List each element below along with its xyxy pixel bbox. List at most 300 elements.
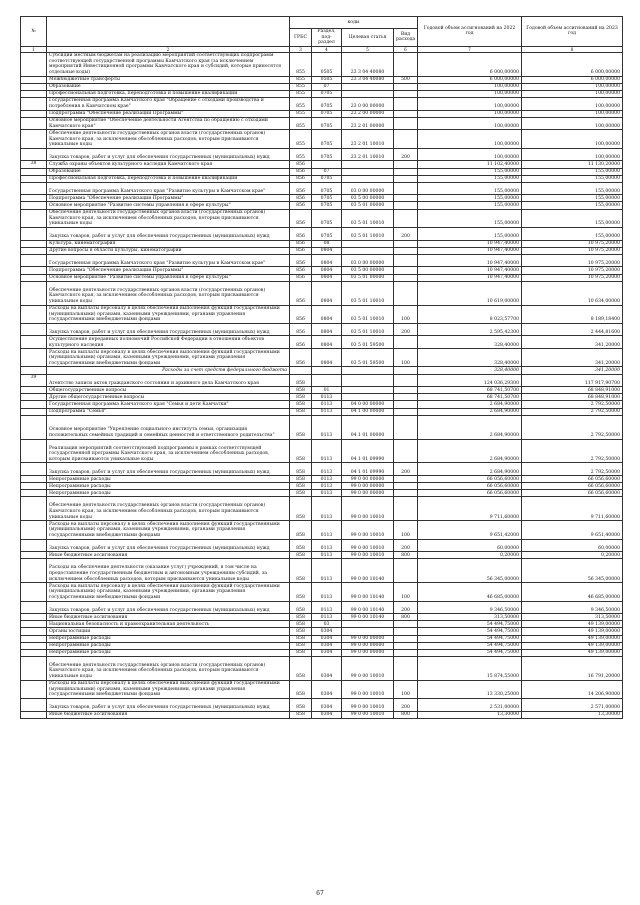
row-grbs: 856 <box>290 267 312 274</box>
row-num <box>21 227 47 240</box>
row-amount-2023: 155,00000 <box>522 168 623 175</box>
colnum: 5 <box>342 46 394 52</box>
row-target: 99 0 00 10140 <box>342 559 394 583</box>
row-section: 03 <box>312 621 342 628</box>
row-amount-2022: 68 741,50700 <box>418 394 522 401</box>
row-num <box>21 367 47 374</box>
row-amount-2022: 124 036,29300 <box>418 374 522 387</box>
row-name: Расходы на выплаты персоналу в целях обеспечения выполнения функций государственными (муниципальными) органами, казенными учреждениями, органами управления государственными внебюджетными фондами <box>47 680 290 698</box>
row-name: Закупка товаров, работ и услуг для обеспечения государственных (муниципальных) нужд <box>47 539 290 552</box>
row-section: 08 <box>312 240 342 247</box>
row-name: Национальная безопасность и правоохранительная деятельность <box>47 621 290 628</box>
row-amount-2022: 66 056,60000 <box>418 483 522 490</box>
row-amount-2023: 155,00000 <box>522 227 623 240</box>
row-grbs: 856 <box>290 227 312 240</box>
row-target: 03 5 01 00000 <box>342 274 394 281</box>
row-amount-2022: 6 000,00000 <box>418 52 522 76</box>
row-target: 99 0 00 10010 <box>342 711 394 718</box>
row-target <box>342 394 394 401</box>
row-target <box>342 387 394 394</box>
table-row <box>21 601 623 614</box>
row-section: 0505 <box>312 52 342 76</box>
row-name: Расходы на выплаты персоналу в целях обеспечения выполнения функций государственными (муниципальными) органами, казенными учреждениями, органами управления государственными внебюджетными фондами <box>47 583 290 601</box>
table-row <box>21 521 623 539</box>
table-row <box>21 209 623 227</box>
row-type <box>394 439 418 463</box>
row-grbs: 856 <box>290 240 312 247</box>
row-name: Обеспечение деятельности государственных органов власти (государственных органов) Камчатского края, за исключением обособленных расходов, которым присваиваются уникальные коды <box>47 656 290 680</box>
row-name: Культура, кинематография <box>47 240 290 247</box>
row-section: 0804 <box>312 254 342 267</box>
row-target: 23 0 00 00000 <box>342 97 394 110</box>
table-row <box>21 240 623 247</box>
table-row <box>21 490 623 497</box>
row-target: 23 3 04 40080 <box>342 52 394 76</box>
row-target <box>342 175 394 182</box>
row-name: Непрограммные расходы <box>47 649 290 656</box>
row-grbs: 855 <box>290 76 312 83</box>
row-type <box>394 161 418 168</box>
row-grbs: 855 <box>290 117 312 130</box>
row-name: Обеспечение деятельности государственных органов власти (государственных органов) Камчатского края, за исключением обособленных расходов, которым присваиваются уникальные коды <box>47 209 290 227</box>
row-num <box>21 182 47 195</box>
row-target: 99 0 00 00000 <box>342 649 394 656</box>
budget-table-page <box>20 16 622 719</box>
row-grbs: 858 <box>290 497 312 521</box>
row-target: 04 1 00 00000 <box>342 408 394 415</box>
row-grbs: 858 <box>290 628 312 635</box>
row-amount-2023: 313,50000 <box>522 614 623 621</box>
row-name: Иные бюджетные ассигнования <box>47 552 290 559</box>
row-grbs: 858 <box>290 521 312 539</box>
row-target: 03 0 00 00000 <box>342 182 394 195</box>
row-num <box>21 408 47 415</box>
table-row <box>21 374 623 387</box>
row-num: 39 <box>21 374 47 387</box>
row-name: Субсидии местным бюджетам на реализацию мероприятий соответствующих подпрограмм соответствующей государственной программы Камчатского края (за исключением мероприятий Инвестиционной программы Камчатского края и субсидий, которые приносятся отдельные коды) <box>47 52 290 76</box>
row-target: 04 1 01 09990 <box>342 439 394 463</box>
row-num <box>21 240 47 247</box>
row-amount-2023: 11 130,20000 <box>522 161 623 168</box>
row-amount-2023: 2 792,50000 <box>522 439 623 463</box>
row-name: Закупка товаров, работ и услуг для обеспечения государственных (муниципальных) нужд <box>47 463 290 476</box>
row-num <box>21 110 47 117</box>
row-amount-2023: 2 792,50000 <box>522 408 623 415</box>
table-row <box>21 394 623 401</box>
table-row <box>21 148 623 161</box>
row-grbs: 858 <box>290 601 312 614</box>
row-num <box>21 680 47 698</box>
colnum: 7 <box>418 46 522 52</box>
row-target: 99 0 00 10010 <box>342 680 394 698</box>
row-type <box>394 254 418 267</box>
row-name: Непрограммные расходы <box>47 483 290 490</box>
row-type <box>394 168 418 175</box>
row-grbs: 858 <box>290 656 312 680</box>
row-type <box>394 401 418 408</box>
row-name: Расходы на выплаты персоналу в целях обеспечения выполнения функций государственными (муниципальными) органами, казенными учреждениями, органами управления государственными внебюджетными фондами <box>47 521 290 539</box>
row-name: Закупка товаров, работ и услуг для обеспечения государственных (муниципальных) нужд <box>47 698 290 711</box>
row-amount-2022: 10 947,40000 <box>418 274 522 281</box>
table-row <box>21 117 623 130</box>
row-amount-2023: 49 139,00000 <box>522 628 623 635</box>
table-row <box>21 175 623 182</box>
table-row <box>21 401 623 408</box>
row-amount-2022: 9 651,42000 <box>418 521 522 539</box>
row-name: Непрограммные расходы <box>47 490 290 497</box>
row-name: Непрограммные расходы <box>47 476 290 483</box>
row-type <box>394 656 418 680</box>
row-num <box>21 281 47 305</box>
row-amount-2023: 8 189,18400 <box>522 305 623 323</box>
row-amount-2023: 341,20000 <box>522 336 623 349</box>
row-amount-2023: 56 345,00000 <box>522 559 623 583</box>
row-amount-2022: 155,00000 <box>418 168 522 175</box>
row-type: 500 <box>394 76 418 83</box>
table-row <box>21 497 623 521</box>
row-grbs: 858 <box>290 680 312 698</box>
row-target: 23 2 01 10010 <box>342 130 394 148</box>
row-section: 0113 <box>312 614 342 621</box>
row-amount-2022: 11 102,40000 <box>418 161 522 168</box>
row-name: Непрограммные расходы <box>47 635 290 642</box>
row-grbs: 858 <box>290 394 312 401</box>
table-body <box>21 52 623 718</box>
row-type: 800 <box>394 614 418 621</box>
row-section: 0113 <box>312 601 342 614</box>
row-name: Основное мероприятие "Обеспечение деятельности Агентства по обращению с отходами Камчатского края" <box>47 117 290 130</box>
table-row <box>21 583 623 601</box>
row-amount-2023: 46 685,00000 <box>522 583 623 601</box>
row-type <box>394 394 418 401</box>
row-type <box>394 175 418 182</box>
row-grbs: 856 <box>290 254 312 267</box>
row-amount-2022: 54 494,75000 <box>418 642 522 649</box>
row-target: 99 0 00 00000 <box>342 490 394 497</box>
row-target: 03 5 01 10010 <box>342 209 394 227</box>
colnum: 3 <box>290 46 312 52</box>
row-grbs <box>290 367 312 374</box>
row-amount-2023: 155,00000 <box>522 202 623 209</box>
row-grbs: 858 <box>290 401 312 408</box>
row-amount-2022: 2 684,90000 <box>418 408 522 415</box>
row-target: 99 0 00 10140 <box>342 614 394 621</box>
row-amount-2022: 155,00000 <box>418 195 522 202</box>
row-section <box>312 161 342 168</box>
row-num <box>21 711 47 718</box>
row-num <box>21 415 47 439</box>
colnum: 4 <box>312 46 342 52</box>
row-grbs: 858 <box>290 559 312 583</box>
row-section: 0705 <box>312 148 342 161</box>
row-section: 0705 <box>312 110 342 117</box>
row-num <box>21 90 47 97</box>
table-row <box>21 90 623 97</box>
row-amount-2023: 66 056,60000 <box>522 483 623 490</box>
table-row <box>21 130 623 148</box>
row-num <box>21 130 47 148</box>
row-grbs: 856 <box>290 209 312 227</box>
row-grbs: 858 <box>290 649 312 656</box>
row-amount-2022: 100,00000 <box>418 130 522 148</box>
row-amount-2022: 6 000,00000 <box>418 76 522 83</box>
row-name: Иные бюджетные ассигнования <box>47 614 290 621</box>
row-grbs: 856 <box>290 161 312 168</box>
row-type <box>394 635 418 642</box>
row-name: Расходы на выплаты персоналу в целях обеспечения выполнения функций государственными (муниципальными) органами, казенными учреждениями, органами управления государственными внебюджетными фондами <box>47 349 290 367</box>
row-name: Образование <box>47 83 290 90</box>
row-name: Расходы на выплаты персоналу в целях обеспечения выполнения функций государственными (муниципальными) органами, казенными учреждениями, органами управления государственными внебюджетными фондами <box>47 305 290 323</box>
row-num <box>21 168 47 175</box>
row-section: 0113 <box>312 559 342 583</box>
row-section: 0113 <box>312 476 342 483</box>
header-num: № <box>21 17 47 47</box>
row-type <box>394 209 418 227</box>
table-row <box>21 367 623 374</box>
row-num <box>21 463 47 476</box>
row-name: Профессиональная подготовка, переподготовка и повышение квалификации <box>47 175 290 182</box>
row-section: 0304 <box>312 635 342 642</box>
table-row <box>21 463 623 476</box>
row-grbs: 855 <box>290 110 312 117</box>
row-grbs: 858 <box>290 483 312 490</box>
row-type <box>394 374 418 387</box>
row-grbs: 856 <box>290 305 312 323</box>
row-amount-2023: 9 346,50000 <box>522 601 623 614</box>
row-num <box>21 274 47 281</box>
table-row <box>21 415 623 439</box>
row-type <box>394 559 418 583</box>
row-grbs: 858 <box>290 408 312 415</box>
row-section <box>312 374 342 387</box>
row-section: 0804 <box>312 281 342 305</box>
row-amount-2022: 2 531,00000 <box>418 698 522 711</box>
row-amount-2022: 54 494,75000 <box>418 621 522 628</box>
row-type <box>394 117 418 130</box>
row-amount-2022: 10 947,40000 <box>418 247 522 254</box>
row-type <box>394 281 418 305</box>
row-grbs: 856 <box>290 247 312 254</box>
row-type: 200 <box>394 227 418 240</box>
row-grbs: 855 <box>290 148 312 161</box>
row-num <box>21 642 47 649</box>
row-target: 03 5 01 10010 <box>342 281 394 305</box>
row-name: Закупка товаров, работ и услуг для обеспечения государственных (муниципальных) нужд <box>47 227 290 240</box>
row-grbs: 856 <box>290 281 312 305</box>
row-num <box>21 336 47 349</box>
table-row <box>21 110 623 117</box>
row-num <box>21 52 47 76</box>
row-target <box>342 621 394 628</box>
table-row <box>21 247 623 254</box>
row-section: 0113 <box>312 439 342 463</box>
row-name: Другие вопросы в области культуры, кинематографии <box>47 247 290 254</box>
row-type <box>394 483 418 490</box>
row-type <box>394 110 418 117</box>
row-amount-2023: 49 139,00000 <box>522 635 623 642</box>
row-amount-2023: 100,00000 <box>522 148 623 161</box>
row-target: 04 1 01 00000 <box>342 415 394 439</box>
table-row <box>21 305 623 323</box>
row-type <box>394 621 418 628</box>
row-grbs: 855 <box>290 130 312 148</box>
row-type <box>394 642 418 649</box>
row-amount-2023: 117 917,90700 <box>522 374 623 387</box>
table-row <box>21 83 623 90</box>
row-num <box>21 628 47 635</box>
row-section: 0113 <box>312 415 342 439</box>
row-grbs: 856 <box>290 168 312 175</box>
row-amount-2023: 155,00000 <box>522 175 623 182</box>
table-row <box>21 168 623 175</box>
row-grbs: 856 <box>290 202 312 209</box>
table-row <box>21 656 623 680</box>
row-section: 0705 <box>312 227 342 240</box>
row-amount-2022: 100,00000 <box>418 97 522 110</box>
row-amount-2022: 313,50000 <box>418 614 522 621</box>
row-section: 07 <box>312 168 342 175</box>
table-row <box>21 202 623 209</box>
row-section: 0113 <box>312 463 342 476</box>
table-row <box>21 614 623 621</box>
row-target: 03 5 01 59500 <box>342 349 394 367</box>
row-target: 99 0 00 10010 <box>342 656 394 680</box>
row-section: 0705 <box>312 182 342 195</box>
header-type: Вид расхода <box>394 29 418 47</box>
row-section: 0113 <box>312 521 342 539</box>
row-target <box>342 83 394 90</box>
row-type <box>394 408 418 415</box>
row-num <box>21 601 47 614</box>
row-grbs: 855 <box>290 90 312 97</box>
table-row <box>21 336 623 349</box>
table-row <box>21 52 623 76</box>
row-name: Обеспечение деятельности государственных органов власти (государственных органов) Камчатского края, за исключением обособленных расходов, которым присваиваются уникальные коды <box>47 130 290 148</box>
row-target <box>342 628 394 635</box>
row-num <box>21 209 47 227</box>
table-row <box>21 76 623 83</box>
row-name: Органы юстиции <box>47 628 290 635</box>
row-name: Государственная программа Камчатского края "Обращение с отходами производства и потребления в Камчатском крае" <box>47 97 290 110</box>
row-amount-2022: 2 684,90000 <box>418 439 522 463</box>
row-name: Общегосударственные вопросы <box>47 387 290 394</box>
row-amount-2022: 9 711,60000 <box>418 497 522 521</box>
table-row <box>21 635 623 642</box>
row-grbs: 856 <box>290 349 312 367</box>
row-name: Расходы за счет средств федерального бюджета <box>47 367 290 374</box>
row-section: 0113 <box>312 408 342 415</box>
row-type <box>394 415 418 439</box>
row-type: 100 <box>394 305 418 323</box>
row-name: Закупка товаров, работ и услуг для обеспечения государственных (муниципальных) нужд <box>47 323 290 336</box>
row-num <box>21 476 47 483</box>
header-name <box>47 17 290 47</box>
row-target: 23 2 00 00000 <box>342 110 394 117</box>
table-row <box>21 621 623 628</box>
row-name: Основное мероприятие "Развитие системы управления в сфере культуры" <box>47 202 290 209</box>
row-amount-2023: 155,00000 <box>522 182 623 195</box>
row-amount-2022: 9 346,50000 <box>418 601 522 614</box>
row-amount-2022: 46 685,00000 <box>418 583 522 601</box>
row-grbs: 856 <box>290 274 312 281</box>
colnum: 6 <box>394 46 418 52</box>
row-type <box>394 240 418 247</box>
row-num <box>21 521 47 539</box>
row-name: Служба охраны объектов культурного наследия Камчатского края <box>47 161 290 168</box>
row-name: Государственная программа Камчатского края "Развитие культуры в Камчатском крае" <box>47 254 290 267</box>
row-grbs: 858 <box>290 490 312 497</box>
row-name: Межбюджетные трансферты <box>47 76 290 83</box>
row-amount-2022: 10 947,40000 <box>418 240 522 247</box>
row-amount-2023: 49 139,00000 <box>522 621 623 628</box>
row-amount-2023: 2 792,50000 <box>522 401 623 408</box>
table-row <box>21 559 623 583</box>
row-section: 0705 <box>312 97 342 110</box>
row-target: 03 5 00 00000 <box>342 195 394 202</box>
row-section: 0304 <box>312 642 342 649</box>
row-num <box>21 349 47 367</box>
row-name: Подпрограмма "Обеспечение реализации Программы" <box>47 267 290 274</box>
row-type: 100 <box>394 680 418 698</box>
row-amount-2023: 10 975,20000 <box>522 247 623 254</box>
row-num <box>21 387 47 394</box>
row-target: 99 0 00 00000 <box>342 483 394 490</box>
row-target: 99 0 00 00000 <box>342 635 394 642</box>
row-section <box>312 367 342 374</box>
row-name: Реализация мероприятий соответствующей подпрограммы в рамках соответствующей государственной программы Камчатского края, за исключением обособленных расходов, которым присваиваются уникальные коды <box>47 439 290 463</box>
row-amount-2023: 66 056,60000 <box>522 476 623 483</box>
row-section: 0804 <box>312 323 342 336</box>
row-amount-2022: 56 345,00000 <box>418 559 522 583</box>
row-num <box>21 401 47 408</box>
row-type: 200 <box>394 323 418 336</box>
table-row <box>21 483 623 490</box>
row-grbs: 855 <box>290 97 312 110</box>
row-name: Подпрограмма "Обеспечение реализации Программы" <box>47 195 290 202</box>
row-name: Иные бюджетные ассигнования <box>47 711 290 718</box>
row-num <box>21 621 47 628</box>
row-amount-2022: 54 494,75000 <box>418 628 522 635</box>
row-grbs: 858 <box>290 698 312 711</box>
row-grbs: 855 <box>290 52 312 76</box>
row-section: 0804 <box>312 267 342 274</box>
row-target: 03 5 01 10010 <box>342 305 394 323</box>
row-target: 99 0 00 00000 <box>342 476 394 483</box>
header-section: Раздел, под-раздел <box>312 29 342 47</box>
row-name: Основное мероприятие "Развитие системы управления в сфере культуры" <box>47 274 290 281</box>
row-num <box>21 254 47 267</box>
row-section: 07 <box>312 83 342 90</box>
row-section: 0804 <box>312 305 342 323</box>
row-amount-2022: 100,00000 <box>418 83 522 90</box>
row-target: 99 0 00 10010 <box>342 521 394 539</box>
table-row <box>21 227 623 240</box>
row-amount-2022: 328,40000 <box>418 336 522 349</box>
row-type <box>394 476 418 483</box>
row-type <box>394 83 418 90</box>
row-amount-2022: 2 684,90000 <box>418 415 522 439</box>
table-row <box>21 254 623 267</box>
row-name: Государственная программа Камчатского края "Развитие культуры в Камчатском крае" <box>47 182 290 195</box>
row-num <box>21 559 47 583</box>
row-num <box>21 202 47 209</box>
row-amount-2023: 10 975,20000 <box>522 254 623 267</box>
row-amount-2022: 100,00000 <box>418 117 522 130</box>
row-section: 0113 <box>312 497 342 521</box>
row-section: 0113 <box>312 483 342 490</box>
row-amount-2023: 68 848,91000 <box>522 387 623 394</box>
row-section: 0304 <box>312 628 342 635</box>
